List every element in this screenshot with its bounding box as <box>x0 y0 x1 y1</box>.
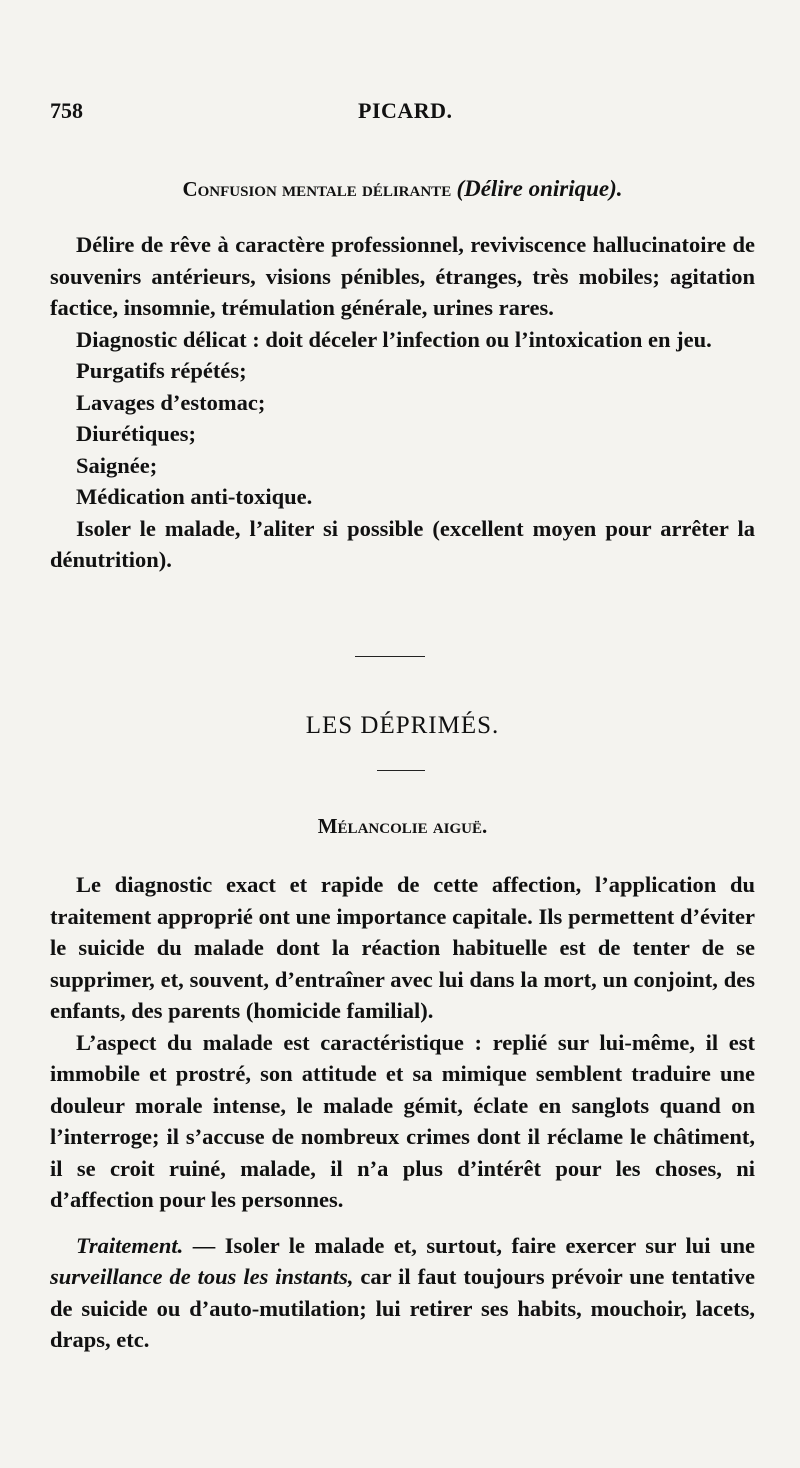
paragraph: Délire de rêve à caractère professionnel, reviviscence hallucinatoire de souvenirs antérieurs, visions pénibles, étranges, très mobiles; agitation factice, insomnie, trémulation générale, urines rares. <box>50 232 755 320</box>
paragraph: Le diagnostic exact et rapide de cette affection, l’application du traitement approprié ont une importance capitale. Ils permettent d’éviter le suicide du malade dont la réaction habituelle est de tenter de se supprimer, et, souvent, d’entraîner avec lui dans la mort, un conjoint, des enfants, des parents (homicide familial). <box>50 872 755 1023</box>
divider-rule <box>355 656 425 657</box>
page-header <box>50 98 755 128</box>
divider-rule <box>377 770 425 771</box>
subsection-heading-text: Mélancolie aiguë. <box>317 814 488 838</box>
section-heading-italic: (Délire onirique). <box>456 176 623 201</box>
treatment-list-item: Saignée; <box>76 452 158 478</box>
treatment-label: Traitement. <box>76 1232 184 1258</box>
treatment-text-after: car il faut toujours prévoir une tentative de suicide ou d’auto-mutilation; lui retirer ses habits, mouchoir, lacets, draps, etc. <box>50 1264 755 1352</box>
chapter-title: LES DÉPRIMÉS. <box>305 712 500 739</box>
treatment-paragraph <box>50 1230 755 1356</box>
paragraph: Diagnostic délicat : doit déceler l’infection ou l’intoxication en jeu. <box>76 326 712 352</box>
paragraph: Isoler le malade, l’aliter si possible (excellent moyen pour arrêter la dénutrition). <box>50 515 755 572</box>
treatment-list-item: Lavages d’estomac; <box>76 389 266 415</box>
section-heading-text: Confusion mentale délirante <box>182 177 452 201</box>
section1-body <box>50 229 755 576</box>
paragraph: L’aspect du malade est caractéristique : replié sur lui-même, il est immobile et prostré, son attitude et sa mimique semblent traduire une douleur morale intense, le malade gémit, éclate en sanglots quand on l’interroge; il s’accuse de nombreux crimes dont il réclame le châtiment, il se croit ruiné, malade, il n’a plus d’intérêt pour les choses, ni d’affection pour les personnes. <box>50 1029 755 1212</box>
section-heading-confusion <box>50 176 755 202</box>
treatment-text-before: Isoler le malade et, surtout, faire exercer sur lui une <box>224 1232 756 1258</box>
treatment-list-item: Diurétiques; <box>76 421 196 446</box>
treatment-emphasis: surveillance de tous les instants, <box>50 1264 354 1289</box>
subsection-heading-melancolie <box>50 814 755 839</box>
page-number: 758 <box>50 98 83 123</box>
treatment-list-item: Médication anti-toxique. <box>76 484 313 509</box>
treatment-list-item: Purgatifs répétés; <box>76 358 247 383</box>
section2-body <box>50 869 755 1356</box>
treatment-dash: — <box>183 1232 225 1258</box>
running-title: PICARD. <box>358 98 453 123</box>
